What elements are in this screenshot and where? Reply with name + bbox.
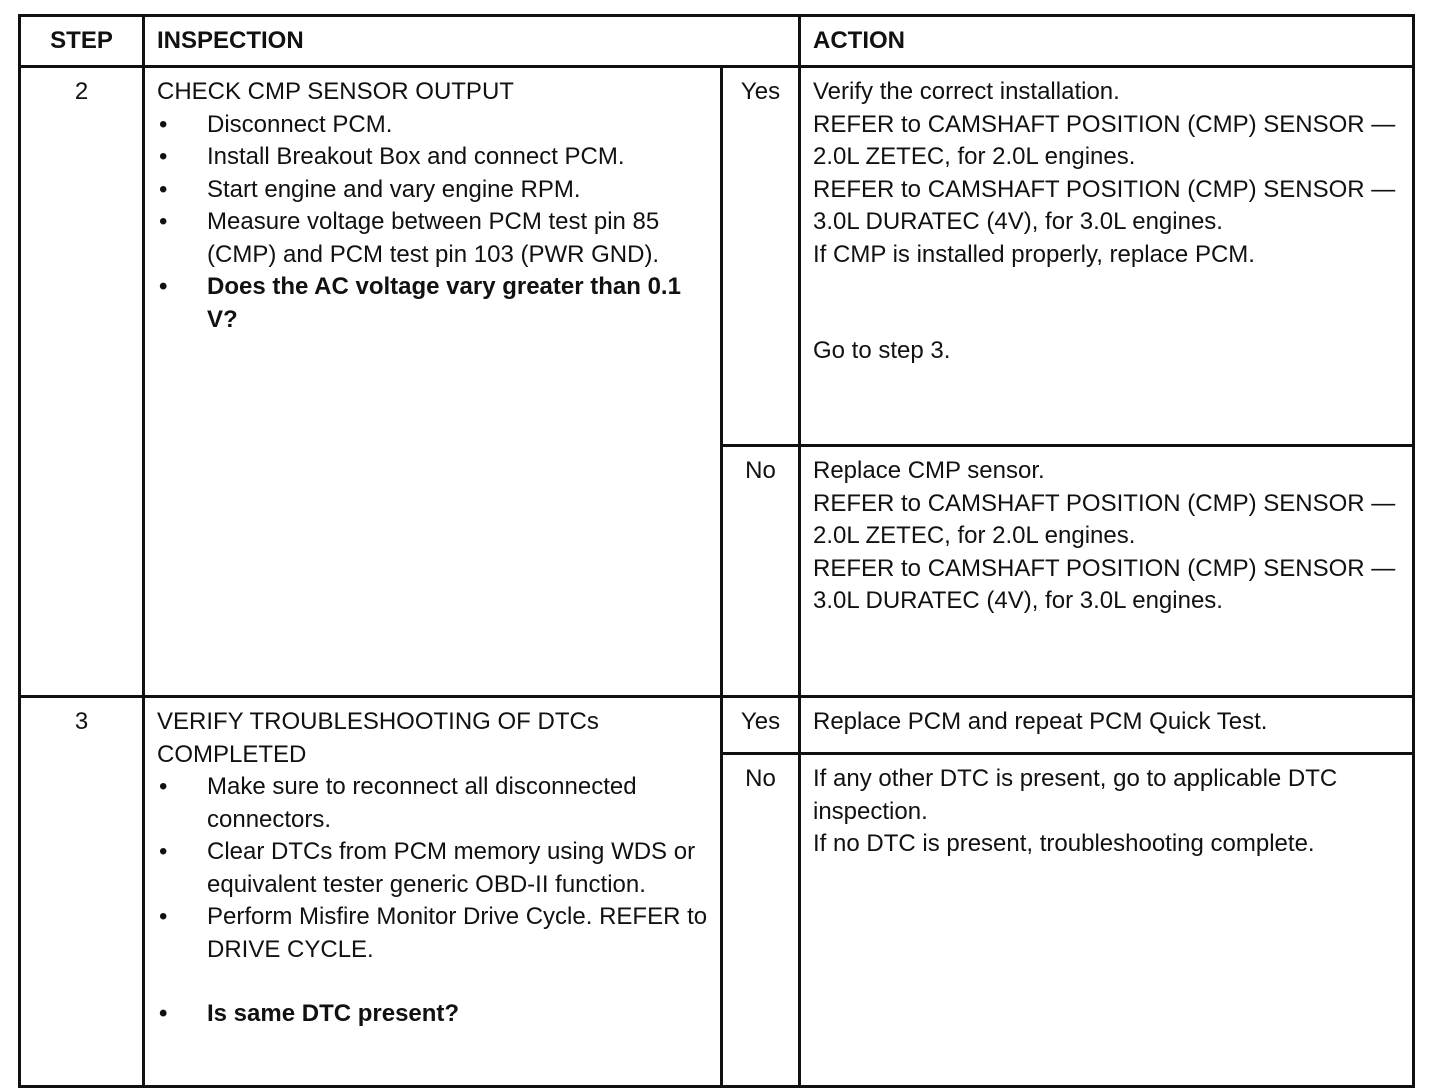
bullet-dot-icon: • xyxy=(159,143,168,170)
action-line: REFER to CAMSHAFT POSITION (CMP) SENSOR — 2.0L ZETEC, for 2.0L engines. xyxy=(813,489,1396,549)
step-2-inspection xyxy=(144,67,722,697)
step-2-yes-action xyxy=(800,67,1414,446)
bullet-dot-icon: • xyxy=(159,110,168,138)
bullet-dot-icon: • xyxy=(159,273,168,300)
bullet-dot-icon: • xyxy=(159,208,168,235)
bullet-text: Disconnect PCM. xyxy=(207,110,393,138)
bullet-dot-icon: • xyxy=(159,838,168,865)
bullet-dot-icon: • xyxy=(159,175,168,203)
bullet-item xyxy=(157,109,710,142)
inspection-bullets xyxy=(157,109,710,337)
action-line: If any other DTC is present, go to applicable DTC inspection. xyxy=(813,765,1338,825)
step-3-inspection xyxy=(144,697,722,1087)
bullet-item xyxy=(157,174,710,207)
step-3-no-action xyxy=(800,754,1414,1087)
inspection-title: CHECK CMP SENSOR OUTPUT xyxy=(157,78,514,105)
no-label: No xyxy=(722,446,800,697)
bullet-item xyxy=(157,141,710,174)
inspection-bullets xyxy=(157,771,710,1031)
step-2-no-action xyxy=(800,446,1414,697)
bullet-text: Does the AC voltage vary greater than 0.1 V? xyxy=(207,273,681,333)
bullet-text: Clear DTCs from PCM memory using WDS or equivalent tester generic OBD-II function. xyxy=(207,838,696,898)
bullet-dot-icon: • xyxy=(159,903,168,930)
bullet-dot-icon: • xyxy=(159,773,168,800)
bullet-text: Is same DTC present? xyxy=(207,1000,460,1027)
action-line: REFER to CAMSHAFT POSITION (CMP) SENSOR — 3.0L DURATEC (4V), for 3.0L engines. xyxy=(813,175,1396,235)
action-line: Go to step 3. xyxy=(813,337,951,364)
action-line: Replace CMP sensor. xyxy=(813,457,1045,484)
header-step: STEP xyxy=(20,16,144,67)
bullet-text: Perform Misfire Monitor Drive Cycle. REFER to DRIVE CYCLE. xyxy=(207,903,708,963)
action-line: If CMP is installed properly, replace PCM. xyxy=(813,240,1255,268)
action-line: REFER to CAMSHAFT POSITION (CMP) SENSOR — 2.0L ZETEC, for 2.0L engines. xyxy=(813,110,1396,170)
bullet-item-question xyxy=(157,271,710,336)
bullet-text: Make sure to reconnect all disconnected connectors. xyxy=(207,773,637,833)
bullet-text: Install Breakout Box and connect PCM. xyxy=(207,143,625,170)
action-line: If no DTC is present, troubleshooting complete. xyxy=(813,830,1315,857)
bullet-text: Measure voltage between PCM test pin 85 (CMP) and PCM test pin 103 (PWR GND). xyxy=(207,208,660,268)
action-line: Replace PCM and repeat PCM Quick Test. xyxy=(813,708,1268,735)
bullet-dot-icon: • xyxy=(159,1000,168,1027)
bullet-text: Start engine and vary engine RPM. xyxy=(207,175,581,203)
bullet-item xyxy=(157,836,710,901)
diagnostic-table xyxy=(18,14,1415,1088)
step-3-yes-action xyxy=(800,697,1414,754)
header-row xyxy=(20,16,1414,67)
bullet-item-question xyxy=(157,998,710,1031)
yes-label: Yes xyxy=(722,67,800,446)
yes-label: Yes xyxy=(722,697,800,754)
inspection-title: VERIFY TROUBLESHOOTING OF DTCs COMPLETED xyxy=(157,708,599,768)
step-number: 3 xyxy=(20,697,144,1087)
action-line: Verify the correct installation. xyxy=(813,78,1120,105)
step-2-yes-row xyxy=(20,67,1414,446)
bullet-item xyxy=(157,771,710,836)
header-inspection: INSPECTION xyxy=(144,16,800,67)
no-label: No xyxy=(722,754,800,1087)
step-number: 2 xyxy=(20,67,144,697)
action-line: REFER to CAMSHAFT POSITION (CMP) SENSOR — 3.0L DURATEC (4V), for 3.0L engines. xyxy=(813,554,1396,614)
header-action: ACTION xyxy=(800,16,1414,67)
bullet-item xyxy=(157,206,710,271)
step-3-yes-row xyxy=(20,697,1414,754)
bullet-item xyxy=(157,901,710,966)
